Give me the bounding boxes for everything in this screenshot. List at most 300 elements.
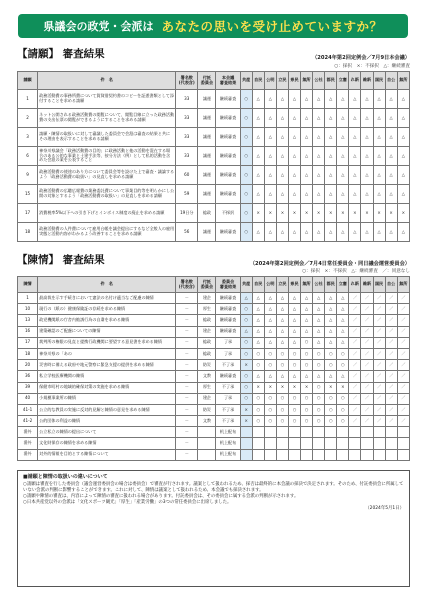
vote-cell: ／ bbox=[385, 304, 397, 315]
vote-cell: △ bbox=[337, 109, 349, 128]
vote-cell: × bbox=[325, 204, 337, 223]
chinjo-session-label: （2024年第2回定例会／7月4日常任委員会・同日議会運営委員会） bbox=[249, 261, 410, 267]
vote-cell: △ bbox=[397, 90, 409, 109]
vote-cell: ／ bbox=[385, 348, 397, 359]
vote-cell: ○ bbox=[240, 204, 252, 223]
vote-cell: △ bbox=[301, 293, 313, 304]
vote-cell: × bbox=[337, 204, 349, 223]
row-number: 41-2 bbox=[18, 416, 38, 427]
vote-cell: △ bbox=[276, 223, 288, 242]
vote-cell: △ bbox=[337, 337, 349, 348]
vote-cell: × bbox=[240, 360, 252, 371]
vote-cell: ○ bbox=[252, 393, 264, 404]
vote-cell: ／ bbox=[373, 293, 385, 304]
vote-cell: ／ bbox=[397, 393, 409, 404]
vote-cell: △ bbox=[276, 315, 288, 326]
row-number: 6 bbox=[18, 147, 38, 166]
vote-cell: × bbox=[288, 382, 300, 393]
vote-cell bbox=[301, 427, 313, 438]
vote-cell: △ bbox=[276, 371, 288, 382]
table-row bbox=[18, 449, 410, 460]
vote-cell: ／ bbox=[385, 416, 397, 427]
party-header-cell: 立憲 bbox=[337, 277, 349, 293]
party-header-cell: 自公 bbox=[385, 72, 397, 90]
vote-cell bbox=[385, 449, 397, 460]
vote-cell: ○ bbox=[337, 348, 349, 359]
vote-cell: △ bbox=[276, 166, 288, 185]
table-row bbox=[18, 315, 410, 326]
row-number: 2 bbox=[18, 109, 38, 128]
row-number: 番外 bbox=[18, 449, 38, 460]
vote-cell: △ bbox=[385, 185, 397, 204]
row-subject: 対外的情報を目的とする陳情について bbox=[38, 449, 176, 460]
vote-cell bbox=[252, 438, 264, 449]
vote-cell: △ bbox=[373, 147, 385, 166]
row-signatures: － bbox=[176, 348, 198, 359]
petition-section-header bbox=[17, 48, 410, 61]
vote-cell: △ bbox=[264, 304, 276, 315]
vote-cell bbox=[349, 427, 361, 438]
table-row bbox=[18, 337, 410, 348]
vote-cell: △ bbox=[252, 293, 264, 304]
row-committee: 文教 bbox=[198, 371, 216, 382]
row-committee: 建企 bbox=[198, 393, 216, 404]
vote-cell: △ bbox=[252, 371, 264, 382]
row-subject: 裁判所の権限の見直と提携行政機関に要望する意見書を求める陳情 bbox=[38, 337, 176, 348]
vote-cell: △ bbox=[276, 128, 288, 147]
vote-cell: ／ bbox=[385, 326, 397, 337]
vote-cell: ／ bbox=[361, 348, 373, 359]
party-header-cell: 公明 bbox=[264, 277, 276, 293]
vote-cell: ○ bbox=[252, 416, 264, 427]
row-result: 不了承 bbox=[216, 416, 240, 427]
row-committee: 議運 bbox=[198, 90, 216, 109]
row-number: 36 bbox=[18, 371, 38, 382]
vote-cell: × bbox=[373, 204, 385, 223]
vote-cell: △ bbox=[264, 90, 276, 109]
vote-cell: ○ bbox=[276, 360, 288, 371]
vote-cell: △ bbox=[288, 147, 300, 166]
row-signatures: 19日分 bbox=[176, 204, 198, 223]
vote-cell: ○ bbox=[240, 348, 252, 359]
vote-cell: ／ bbox=[385, 293, 397, 304]
vote-cell: △ bbox=[276, 90, 288, 109]
table-row bbox=[18, 382, 410, 393]
vote-cell: × bbox=[349, 204, 361, 223]
vote-cell: △ bbox=[276, 185, 288, 204]
vote-cell: ／ bbox=[349, 371, 361, 382]
vote-cell bbox=[301, 449, 313, 460]
vote-cell: △ bbox=[397, 128, 409, 147]
vote-cell: ○ bbox=[288, 360, 300, 371]
vote-cell: △ bbox=[361, 223, 373, 242]
vote-cell: △ bbox=[337, 371, 349, 382]
row-signatures: 59 bbox=[176, 185, 198, 204]
banner-right-text: あなたの思いを受け止めていますか？ bbox=[161, 19, 383, 34]
row-number: 1 bbox=[18, 90, 38, 109]
vote-cell: ○ bbox=[240, 337, 252, 348]
vote-cell: ／ bbox=[373, 382, 385, 393]
vote-cell: △ bbox=[349, 223, 361, 242]
row-result: 不了承 bbox=[216, 360, 240, 371]
vote-cell bbox=[288, 427, 300, 438]
row-signatures: － bbox=[176, 382, 198, 393]
vote-cell: △ bbox=[288, 304, 300, 315]
vote-cell: × bbox=[337, 382, 349, 393]
petition-session-label: （2024年第2回定例会／7月9日本会議） bbox=[312, 55, 410, 61]
footer-paragraph-2: ○請願や陳情の審査は、内容によって陳情の審査に扱われる場合があります。付託委員会は、その委員会に属する会派の判断が示されます。 bbox=[23, 493, 299, 499]
row-subject: 政務活動費の使途のあり方について委員会等を設けた上で審査・議論するよう「政務活動費の取扱い」の見直しを求める請願 bbox=[38, 166, 176, 185]
vote-cell: △ bbox=[301, 326, 313, 337]
party-header-cell: れ新 bbox=[349, 277, 361, 293]
vote-cell: △ bbox=[397, 109, 409, 128]
vote-cell: △ bbox=[313, 371, 325, 382]
vote-cell: ○ bbox=[337, 404, 349, 415]
vote-cell: ○ bbox=[240, 166, 252, 185]
vote-cell bbox=[361, 438, 373, 449]
row-subject: 政務活動費の人件費について雇用台帳を議会提出にするなど全般人の雇用実態と活動内容がわかるよう改善することを求める請願 bbox=[38, 223, 176, 242]
vote-cell: ／ bbox=[361, 315, 373, 326]
party-header-cell: 立民 bbox=[276, 72, 288, 90]
party-header-cell: 都民 bbox=[325, 72, 337, 90]
vote-cell bbox=[337, 427, 349, 438]
vote-cell: ／ bbox=[385, 404, 397, 415]
vote-cell: △ bbox=[385, 90, 397, 109]
row-signatures: 33 bbox=[176, 90, 198, 109]
table-row bbox=[18, 185, 410, 204]
row-result: 継続審査 bbox=[216, 109, 240, 128]
row-number: 16 bbox=[18, 326, 38, 337]
vote-cell: △ bbox=[252, 166, 264, 185]
row-signatures: － bbox=[176, 371, 198, 382]
vote-cell: ○ bbox=[313, 348, 325, 359]
vote-cell: △ bbox=[313, 337, 325, 348]
vote-cell bbox=[264, 449, 276, 460]
vote-cell bbox=[264, 427, 276, 438]
vote-cell: ／ bbox=[397, 337, 409, 348]
vote-cell: △ bbox=[264, 315, 276, 326]
vote-cell: ○ bbox=[313, 404, 325, 415]
vote-cell: △ bbox=[301, 166, 313, 185]
row-result: 机上配布 bbox=[216, 438, 240, 449]
vote-cell: △ bbox=[252, 337, 264, 348]
vote-cell: △ bbox=[276, 147, 288, 166]
vote-cell: △ bbox=[264, 337, 276, 348]
vote-cell: △ bbox=[385, 128, 397, 147]
row-committee: 建企 bbox=[198, 293, 216, 304]
row-signatures: － bbox=[176, 315, 198, 326]
vote-cell: △ bbox=[288, 326, 300, 337]
vote-cell bbox=[276, 438, 288, 449]
party-header-cell: 立民 bbox=[276, 277, 288, 293]
vote-cell: △ bbox=[325, 166, 337, 185]
vote-cell: △ bbox=[385, 109, 397, 128]
vote-cell bbox=[325, 427, 337, 438]
vote-cell: △ bbox=[313, 166, 325, 185]
row-result: 机上配布 bbox=[216, 427, 240, 438]
table-row bbox=[18, 348, 410, 359]
vote-cell bbox=[397, 427, 409, 438]
vote-cell: △ bbox=[252, 147, 264, 166]
vote-cell: ／ bbox=[373, 404, 385, 415]
vote-cell: △ bbox=[288, 223, 300, 242]
table-row bbox=[18, 90, 410, 109]
table-row bbox=[18, 360, 410, 371]
vote-cell: ○ bbox=[313, 416, 325, 427]
vote-cell: ○ bbox=[240, 315, 252, 326]
vote-cell: × bbox=[325, 382, 337, 393]
vote-cell: △ bbox=[288, 315, 300, 326]
row-committee: 防災 bbox=[198, 360, 216, 371]
vote-cell: ○ bbox=[276, 404, 288, 415]
vote-cell: ○ bbox=[325, 393, 337, 404]
vote-cell: ／ bbox=[349, 382, 361, 393]
vote-cell: ／ bbox=[349, 404, 361, 415]
vote-cell: × bbox=[252, 382, 264, 393]
vote-cell: ○ bbox=[288, 393, 300, 404]
vote-cell: △ bbox=[276, 293, 288, 304]
table-row bbox=[18, 128, 410, 147]
row-subject: 建築確認のご配慮についての陳情 bbox=[38, 326, 176, 337]
party-header-cell: 県民 bbox=[288, 277, 300, 293]
vote-cell: △ bbox=[264, 166, 276, 185]
party-header-cell: 無所 bbox=[301, 277, 313, 293]
row-result: 継続審査 bbox=[216, 166, 240, 185]
vote-cell bbox=[385, 427, 397, 438]
vote-cell bbox=[361, 427, 373, 438]
row-result: 継続審査 bbox=[216, 293, 240, 304]
row-result: 継続審査 bbox=[216, 304, 240, 315]
header-cell: 付託 委員会 bbox=[198, 277, 216, 293]
vote-cell: ○ bbox=[252, 360, 264, 371]
vote-cell: ○ bbox=[240, 382, 252, 393]
vote-cell: ／ bbox=[349, 293, 361, 304]
petition-legend: ○：採択 ×：不採択 △：継続審査 bbox=[334, 64, 410, 69]
vote-cell: ／ bbox=[397, 360, 409, 371]
vote-cell bbox=[325, 449, 337, 460]
vote-cell: ／ bbox=[385, 382, 397, 393]
header-cell: 署名数 (代表含) bbox=[176, 277, 198, 293]
row-number: 40 bbox=[18, 393, 38, 404]
vote-cell: △ bbox=[325, 109, 337, 128]
vote-cell bbox=[337, 449, 349, 460]
vote-cell: △ bbox=[288, 128, 300, 147]
header-banner bbox=[18, 14, 408, 38]
row-signatures: － bbox=[176, 304, 198, 315]
vote-cell: △ bbox=[325, 185, 337, 204]
vote-cell bbox=[276, 449, 288, 460]
vote-cell: △ bbox=[264, 109, 276, 128]
row-committee bbox=[198, 438, 216, 449]
vote-cell: ○ bbox=[288, 348, 300, 359]
vote-cell: △ bbox=[361, 147, 373, 166]
vote-cell: ／ bbox=[349, 348, 361, 359]
vote-cell: ／ bbox=[385, 393, 397, 404]
vote-cell: △ bbox=[276, 337, 288, 348]
chinjo-section-title: 【陳情】 審査結果 bbox=[17, 254, 105, 266]
vote-cell: △ bbox=[337, 166, 349, 185]
header-cell: 本会議 審査結果 bbox=[216, 72, 240, 90]
row-subject: 政党機関紙の庁舎内勧誘行為の自粛を求める陳情 bbox=[38, 315, 176, 326]
vote-cell: × bbox=[264, 204, 276, 223]
vote-cell: △ bbox=[313, 223, 325, 242]
table-row bbox=[18, 326, 410, 337]
vote-cell bbox=[240, 449, 252, 460]
table-row bbox=[18, 109, 410, 128]
vote-cell: △ bbox=[361, 90, 373, 109]
vote-cell: △ bbox=[252, 304, 264, 315]
vote-cell: △ bbox=[252, 90, 264, 109]
party-header-cell: 公社 bbox=[313, 72, 325, 90]
vote-cell: ／ bbox=[361, 326, 373, 337]
row-signatures: － bbox=[176, 360, 198, 371]
vote-cell: △ bbox=[252, 109, 264, 128]
vote-cell: ○ bbox=[337, 360, 349, 371]
vote-cell bbox=[373, 427, 385, 438]
vote-cell: △ bbox=[361, 166, 373, 185]
vote-cell: △ bbox=[373, 223, 385, 242]
table-row bbox=[18, 166, 410, 185]
vote-cell: ／ bbox=[373, 326, 385, 337]
vote-cell: △ bbox=[337, 147, 349, 166]
vote-cell: △ bbox=[288, 166, 300, 185]
vote-cell: △ bbox=[264, 128, 276, 147]
vote-cell: ／ bbox=[361, 382, 373, 393]
vote-cell: △ bbox=[373, 128, 385, 147]
vote-cell: △ bbox=[337, 293, 349, 304]
vote-cell: △ bbox=[397, 147, 409, 166]
party-header-cell: 自民 bbox=[252, 277, 264, 293]
row-committee: 総政 bbox=[198, 348, 216, 359]
vote-cell bbox=[288, 449, 300, 460]
row-committee: 総政 bbox=[198, 204, 216, 223]
vote-cell: ○ bbox=[264, 404, 276, 415]
row-subject: 公立私立の陳情の提出について bbox=[38, 427, 176, 438]
vote-cell: ／ bbox=[385, 315, 397, 326]
vote-cell bbox=[349, 449, 361, 460]
row-subject: 最高裁を示す手続きにおいて憲法の名付け適当なご配慮の陳情 bbox=[38, 293, 176, 304]
vote-cell: ○ bbox=[313, 393, 325, 404]
vote-cell: △ bbox=[313, 109, 325, 128]
vote-cell: △ bbox=[337, 90, 349, 109]
vote-cell: ○ bbox=[264, 360, 276, 371]
petition-section-title: 【請願】 審査結果 bbox=[17, 48, 105, 60]
row-subject: 公立的な教員の実施に反対的見解と陳情の意見を求める陳情 bbox=[38, 404, 176, 415]
vote-cell bbox=[373, 449, 385, 460]
vote-cell: × bbox=[240, 404, 252, 415]
vote-cell: ／ bbox=[349, 360, 361, 371]
vote-cell: △ bbox=[373, 166, 385, 185]
vote-cell: ○ bbox=[276, 416, 288, 427]
vote-cell: △ bbox=[276, 109, 288, 128]
chinjo-legend: ○：採択 ×：不採択 △：継続審査 ／：同意なし bbox=[302, 269, 410, 274]
vote-cell: △ bbox=[373, 109, 385, 128]
vote-cell: △ bbox=[240, 326, 252, 337]
vote-cell: ○ bbox=[264, 393, 276, 404]
row-committee: 厚生 bbox=[198, 304, 216, 315]
vote-cell bbox=[373, 438, 385, 449]
vote-cell: ／ bbox=[397, 326, 409, 337]
party-header-cell: 共産 bbox=[240, 72, 252, 90]
vote-cell: ／ bbox=[361, 304, 373, 315]
vote-cell: ○ bbox=[301, 404, 313, 415]
vote-cell: × bbox=[313, 204, 325, 223]
header-cell: 委員会 審査結果 bbox=[216, 277, 240, 293]
row-subject: 神奈川県議会「政務活動費の目的」に政務活動と他の活動を混在する場合のある公的な事業と土建手法等、按分方法（例）として私的活動を含めた会派の案を公表すること bbox=[38, 147, 176, 166]
row-number: 13 bbox=[18, 315, 38, 326]
vote-cell: ／ bbox=[361, 416, 373, 427]
vote-cell: × bbox=[276, 382, 288, 393]
vote-cell: △ bbox=[385, 166, 397, 185]
vote-cell: △ bbox=[252, 223, 264, 242]
row-signatures: 33 bbox=[176, 128, 198, 147]
row-committee: 文教 bbox=[198, 416, 216, 427]
vote-cell: ○ bbox=[288, 404, 300, 415]
vote-cell: △ bbox=[325, 293, 337, 304]
table-row bbox=[18, 404, 410, 415]
vote-cell bbox=[313, 449, 325, 460]
row-result: 継続審査 bbox=[216, 185, 240, 204]
vote-cell: △ bbox=[325, 337, 337, 348]
vote-cell: △ bbox=[337, 223, 349, 242]
vote-cell: ／ bbox=[373, 348, 385, 359]
row-signatures: 33 bbox=[176, 147, 198, 166]
vote-cell: △ bbox=[337, 128, 349, 147]
vote-cell: △ bbox=[361, 185, 373, 204]
table-row bbox=[18, 204, 410, 223]
vote-cell: ／ bbox=[397, 304, 409, 315]
vote-cell: △ bbox=[264, 371, 276, 382]
vote-cell: ／ bbox=[361, 293, 373, 304]
vote-cell: × bbox=[252, 204, 264, 223]
vote-cell: △ bbox=[252, 315, 264, 326]
vote-cell: △ bbox=[252, 185, 264, 204]
row-signatures: 33 bbox=[176, 109, 198, 128]
vote-cell: ○ bbox=[240, 393, 252, 404]
vote-cell: × bbox=[240, 416, 252, 427]
vote-cell: × bbox=[385, 204, 397, 223]
table-row bbox=[18, 427, 410, 438]
row-result: 継続審査 bbox=[216, 326, 240, 337]
vote-cell: △ bbox=[264, 326, 276, 337]
footer-date: （2024年5月1日） bbox=[365, 505, 404, 511]
vote-cell: ／ bbox=[361, 337, 373, 348]
header-cell: 件 名 bbox=[38, 277, 176, 293]
party-header-cell: 国民 bbox=[373, 277, 385, 293]
vote-cell: ○ bbox=[313, 360, 325, 371]
row-subject: 私立学校医療機関の陳情 bbox=[38, 371, 176, 382]
row-result: 了承 bbox=[216, 337, 240, 348]
vote-cell: △ bbox=[397, 166, 409, 185]
row-committee bbox=[198, 449, 216, 460]
vote-cell: ／ bbox=[373, 304, 385, 315]
vote-cell: ／ bbox=[385, 371, 397, 382]
vote-cell: △ bbox=[313, 128, 325, 147]
vote-cell: ／ bbox=[361, 360, 373, 371]
vote-cell: △ bbox=[325, 304, 337, 315]
row-signatures: － bbox=[176, 416, 198, 427]
vote-cell: △ bbox=[276, 304, 288, 315]
vote-cell bbox=[276, 427, 288, 438]
vote-cell: △ bbox=[349, 166, 361, 185]
row-signatures: － bbox=[176, 438, 198, 449]
vote-cell: △ bbox=[349, 128, 361, 147]
vote-cell: △ bbox=[301, 304, 313, 315]
vote-cell: ○ bbox=[301, 360, 313, 371]
row-signatures: 56 bbox=[176, 223, 198, 242]
party-header-cell: 国民 bbox=[373, 72, 385, 90]
vote-cell: △ bbox=[313, 326, 325, 337]
